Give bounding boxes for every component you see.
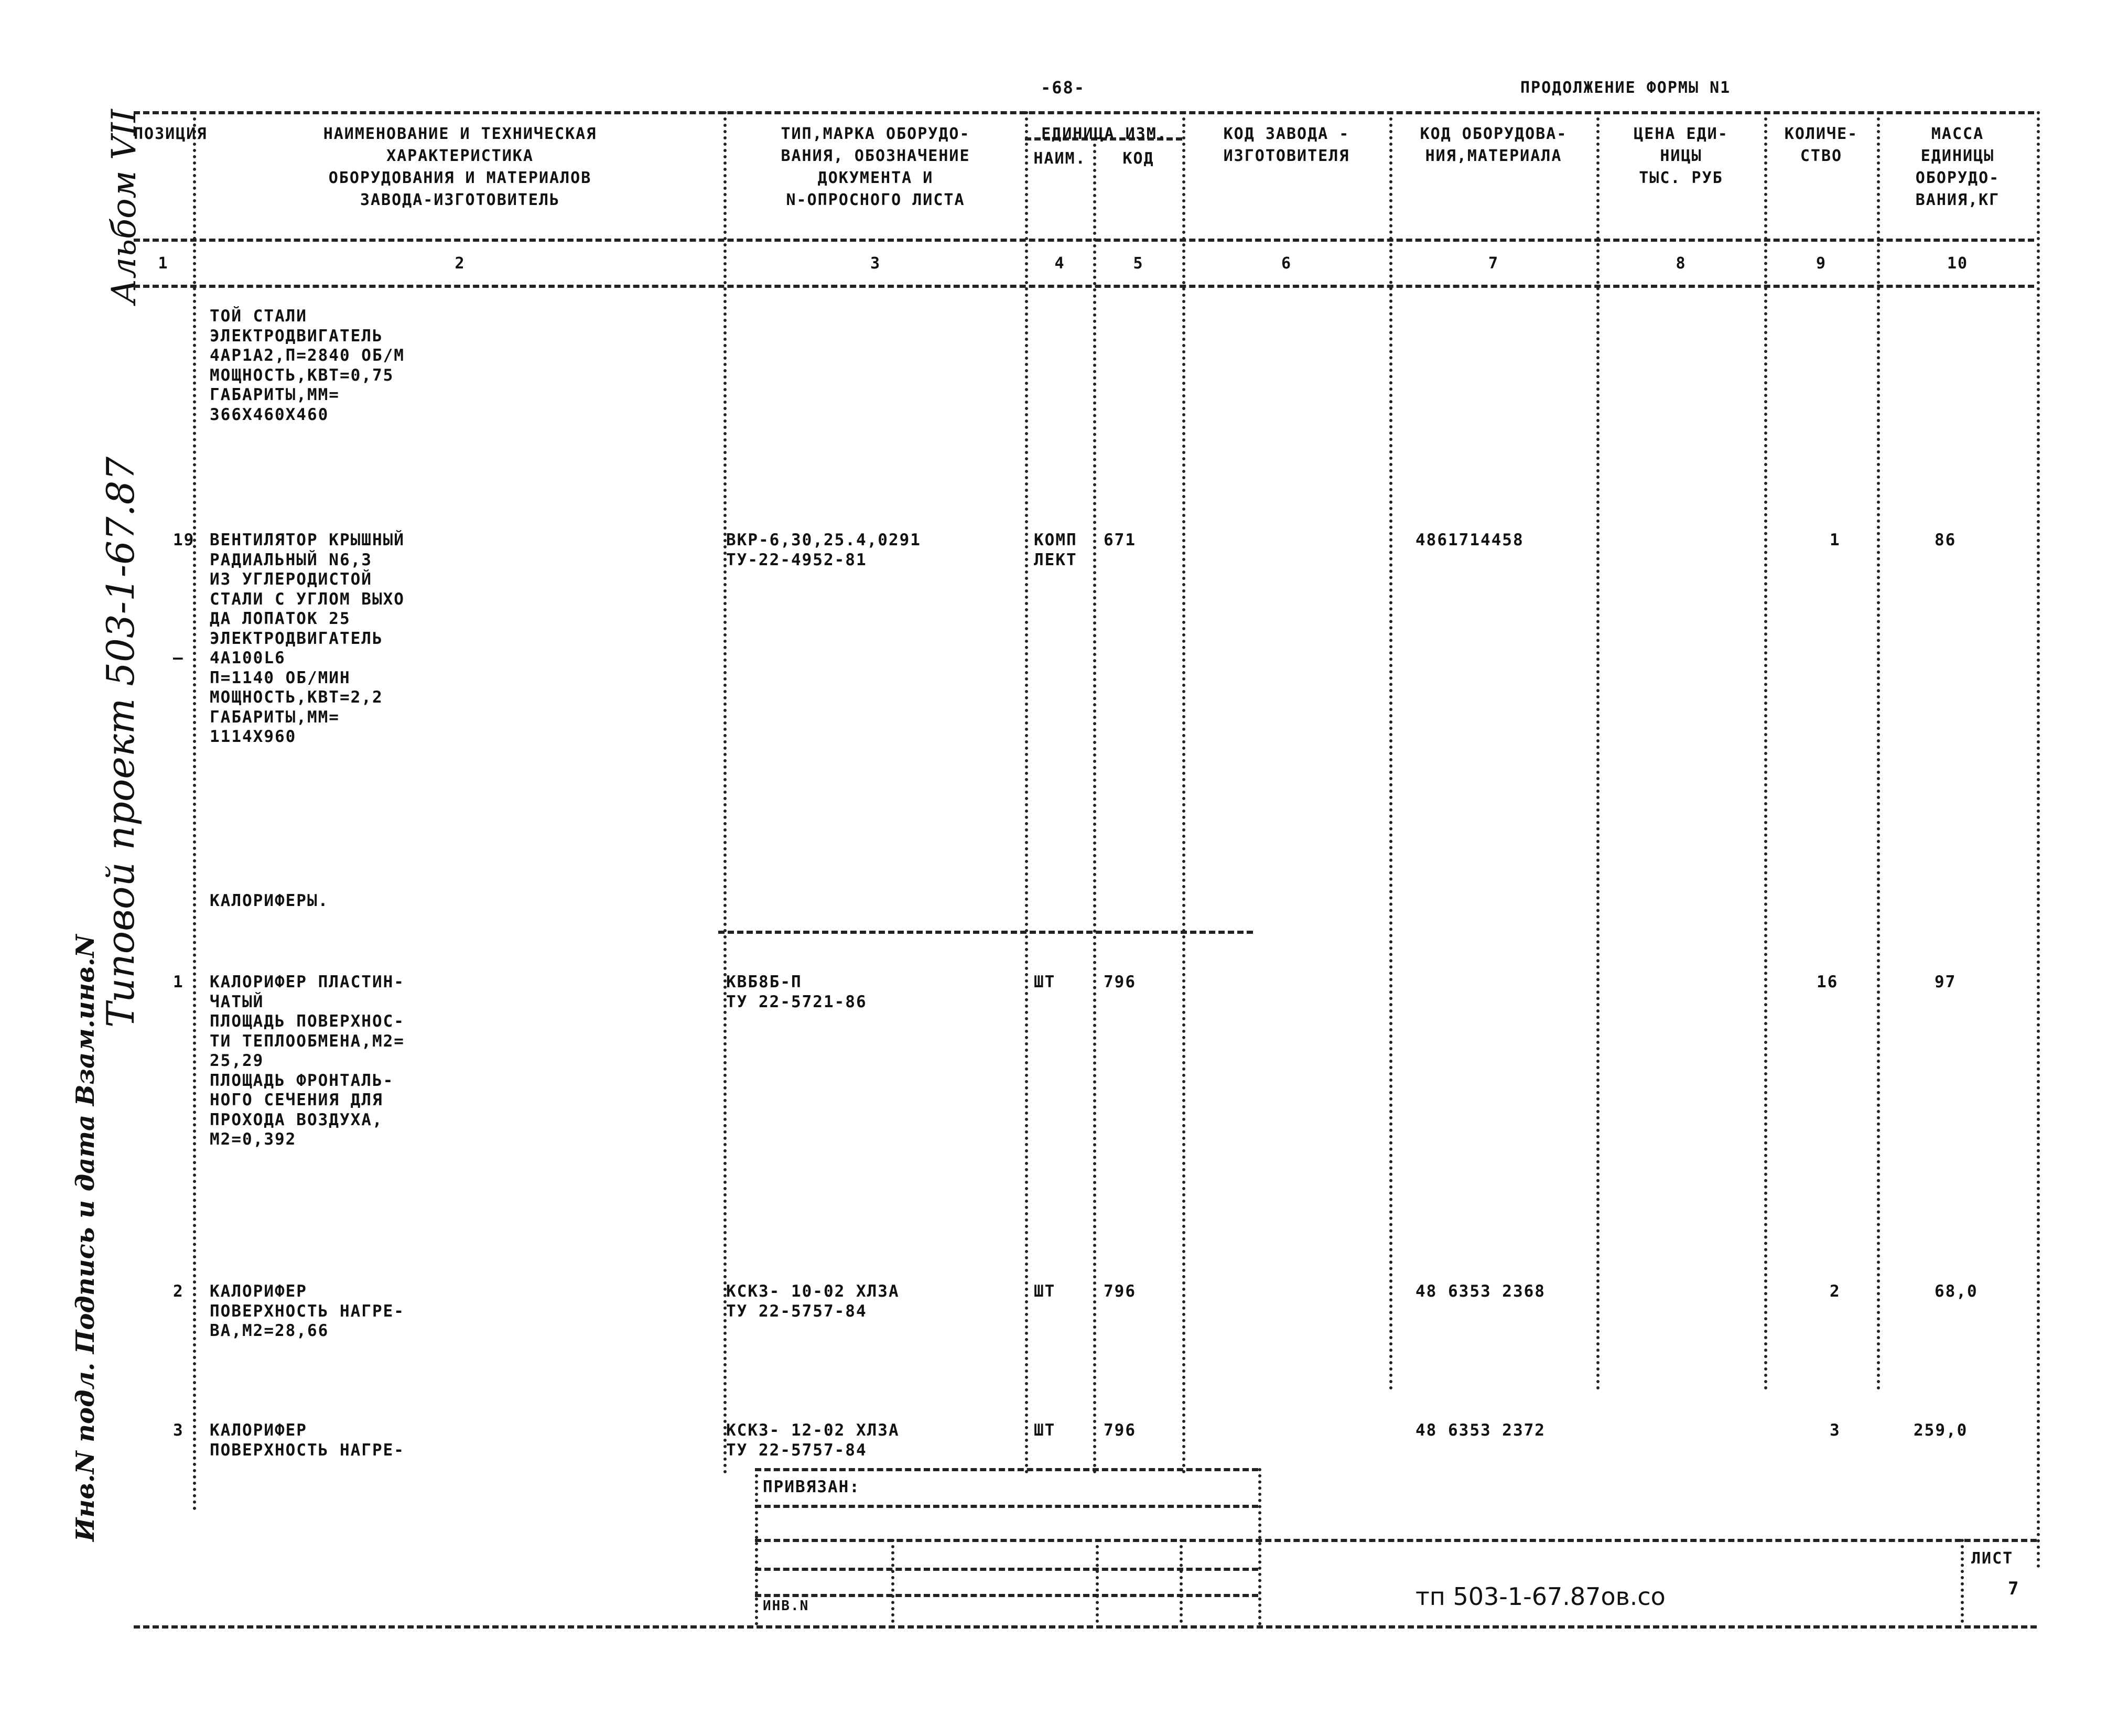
row-1-equipment-code: 4861714458	[1416, 531, 1524, 549]
document-code: тп 503-1-67.87ов.со	[1416, 1582, 1666, 1611]
row-1-code: 671	[1104, 531, 1136, 549]
row-5-equipment-code: 48 6353 2372	[1416, 1421, 1546, 1440]
stamp-sep	[1258, 1468, 1261, 1625]
col-sep	[1182, 111, 1185, 1474]
row-2-section: КАЛОРИФЕРЫ.	[210, 891, 329, 910]
row-4-code: 796	[1104, 1282, 1136, 1301]
colnum: 8	[1676, 254, 1687, 273]
sheet-label: ЛИСТ	[1971, 1549, 2014, 1568]
colnum: 4	[1054, 254, 1065, 273]
colnum: 7	[1488, 254, 1499, 273]
row-4-equipment-code: 48 6353 2368	[1416, 1282, 1546, 1301]
header-equipment-code: КОД ОБОРУДОВА- НИЯ,МАТЕРИАЛА	[1420, 125, 1568, 165]
row-5-type: КСК3- 12-02 ХЛЗА ТУ 22-5757-84	[726, 1421, 900, 1460]
row-5-name: КАЛОРИФЕР ПОВЕРХНОСТЬ НАГРЕ-	[210, 1421, 405, 1460]
row-1-mass: 86	[1935, 531, 1957, 549]
col-sep	[193, 111, 196, 1511]
col-sep	[1389, 111, 1392, 1390]
row-4-name: КАЛОРИФЕР ПОВЕРХНОСТЬ НАГРЕ- ВА,М2=28,66	[210, 1282, 405, 1340]
sheet-number: 7	[2008, 1578, 2020, 1599]
row-5-mass: 259,0	[1914, 1421, 1968, 1440]
row-3-mass: 97	[1935, 973, 1957, 991]
stamp-rule	[755, 1539, 2037, 1542]
stamp-rule	[755, 1568, 1258, 1571]
album-label: Альбом VII	[105, 109, 144, 304]
stamp-rule	[755, 1594, 1258, 1597]
colnum: 2	[455, 254, 466, 273]
stamp-sep	[1096, 1539, 1099, 1623]
colnum: 5	[1133, 254, 1144, 273]
row-4-type: КСК3- 10-02 ХЛЗА ТУ 22-5757-84	[726, 1282, 900, 1321]
inv-label: ИНВ.N	[763, 1598, 809, 1614]
col-sep	[2037, 111, 2040, 1569]
section-rule	[718, 931, 1253, 934]
header-unit: ЕДИНИЦА ИЗМ.	[1041, 125, 1168, 143]
colnum: 3	[870, 254, 881, 273]
header-price: ЦЕНА ЕДИ- НИЦЫ ТЫС. РУБ	[1634, 125, 1728, 187]
row-5-code: 796	[1104, 1421, 1136, 1440]
colnum: 6	[1281, 254, 1292, 273]
colnum: 10	[1947, 254, 1969, 273]
row-5-position: 3	[173, 1421, 184, 1440]
colnum: 9	[1816, 254, 1827, 273]
col-sep	[1877, 111, 1880, 1390]
row-1-name: ВЕНТИЛЯТОР КРЫШНЫЙ РАДИАЛЬНЫЙ N6,3 ИЗ УГЛЕРОДИСТОЙ СТАЛИ С УГЛОМ ВЫХО ДА ЛОПАТОК 25 ЭЛЕКТРОДВИГАТЕЛЬ 4А100L6 П=1140 ОБ/МИН МОЩНОСТЬ,КВТ=2,2 ГАБАРИТЫ,ММ= 1114Х960	[210, 531, 405, 746]
colnum-bottom-rule	[134, 285, 2034, 288]
row-4-unit: ШТ	[1034, 1282, 1056, 1301]
header-unit-name: НАИМ.	[1033, 149, 1086, 168]
continuation-label: ПРОДОЛЖЕНИЕ ФОРМЫ N1	[1520, 79, 1731, 97]
row-3-type: КВБ8Б-П ТУ 22-5721-86	[726, 973, 867, 1011]
row-4-quantity: 2	[1830, 1282, 1841, 1301]
col-sep	[1025, 111, 1028, 1474]
header-unit-code: КОД	[1122, 149, 1154, 168]
row-4-mass: 68,0	[1935, 1282, 1978, 1301]
row-1-unit: КОМП ЛЕКТ	[1034, 531, 1077, 569]
col-sep	[1093, 137, 1096, 1474]
stamp-rule	[755, 1505, 1258, 1508]
row-3-quantity: 16	[1817, 973, 1839, 991]
table-top-rule	[134, 111, 2034, 114]
row-1-quantity: 1	[1830, 531, 1841, 549]
header-position: ПОЗИЦИЯ	[134, 125, 208, 143]
row-1-position: 19 –	[173, 531, 195, 667]
col-sep	[1596, 111, 1600, 1390]
stamp-top-rule	[755, 1468, 1258, 1471]
bound-label: ПРИВЯЗАН:	[763, 1478, 860, 1496]
stamp-sep	[1180, 1539, 1183, 1623]
project-label: Типовой проект 503-1-67.87	[99, 456, 143, 1028]
stamp-sep	[755, 1468, 758, 1625]
colnum: 1	[158, 254, 169, 273]
stamp-label: Инв.N подл. Подпись и дата Взам.инв.N	[71, 934, 100, 1541]
sheet-sep	[1961, 1539, 1964, 1623]
header-factory-code: КОД ЗАВОДА - ИЗГОТОВИТЕЛЯ	[1223, 125, 1350, 165]
stamp-sep	[891, 1539, 894, 1623]
header-mass: МАССА ЕДИНИЦЫ ОБОРУДО- ВАНИЯ,КГ	[1915, 125, 2000, 209]
bottom-rule	[134, 1625, 2037, 1629]
row-3-code: 796	[1104, 973, 1136, 991]
row-3-position: 1	[173, 973, 184, 991]
col-sep	[723, 111, 727, 1474]
row-5-quantity: 3	[1830, 1421, 1841, 1440]
header-name: НАИМЕНОВАНИЕ И ТЕХНИЧЕСКАЯ ХАРАКТЕРИСТИКА ОБОРУДОВАНИЯ И МАТЕРИАЛОВ ЗАВОДА-ИЗГОТОВИТЕЛЬ	[323, 125, 597, 209]
row-3-name: КАЛОРИФЕР ПЛАСТИН- ЧАТЫЙ ПЛОЩАДЬ ПОВЕРХНОС- ТИ ТЕПЛООБМЕНА,М2= 25,29 ПЛОЩАДЬ ФРОНТАЛЬ- НОГО СЕЧЕНИЯ ДЛЯ ПРОХОДА ВОЗДУХА, М2=0,392	[210, 973, 405, 1149]
col-sep	[1764, 111, 1767, 1390]
row-4-position: 2	[173, 1282, 184, 1301]
row-0-name: ТОЙ СТАЛИ ЭЛЕКТРОДВИГАТЕЛЬ 4АР1А2,П=2840 ОБ/М МОЩНОСТЬ,КВТ=0,75 ГАБАРИТЫ,ММ= 366Х460Х460	[210, 307, 405, 424]
header-quantity: КОЛИЧЕ- СТВО	[1784, 125, 1859, 165]
page-number: -68-	[1041, 78, 1086, 98]
header-type: ТИП,МАРКА ОБОРУДО- ВАНИЯ, ОБОЗНАЧЕНИЕ ДОКУМЕНТА И N-ОПРОСНОГО ЛИСТА	[781, 125, 970, 209]
header-bottom-rule	[134, 239, 2034, 242]
row-3-unit: ШТ	[1034, 973, 1056, 991]
row-1-type: ВКР-6,30,25.4,0291 ТУ-22-4952-81	[726, 531, 921, 569]
row-5-unit: ШТ	[1034, 1421, 1056, 1440]
